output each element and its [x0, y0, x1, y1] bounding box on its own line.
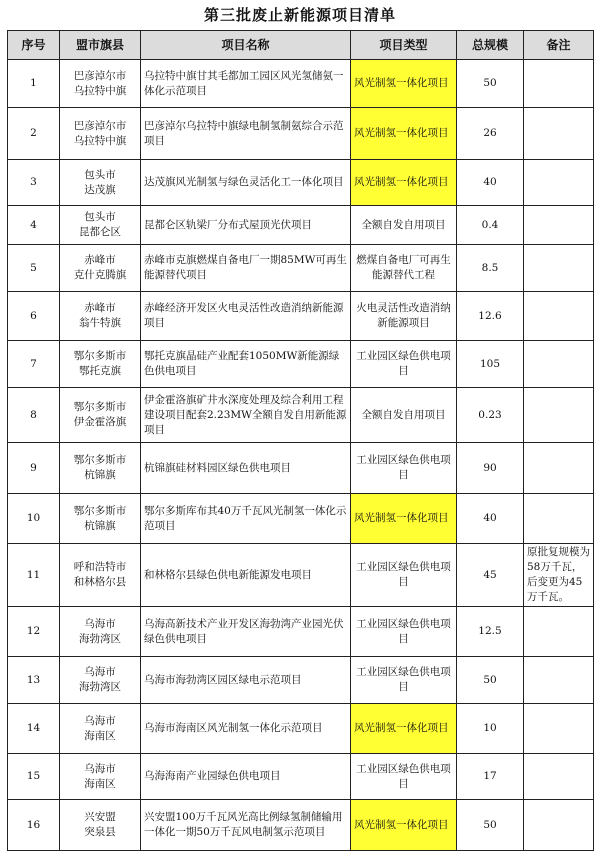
region-cell: 呼和浩特市 和林格尔县 [60, 544, 141, 607]
row-number-cell: 1 [8, 60, 60, 108]
project-name-cell: 伊金霍洛旗矿井水深度处理及综合利用工程建设项目配套2.23MW全额自发自用新能源项目 [141, 388, 351, 443]
project-name-cell: 兴安盟100万千瓦风光高比例绿氢制储输用一体化一期50万千瓦风电制氢示范项目 [141, 800, 351, 851]
project-name-cell: 乌海市海南区风光制氢一体化示范项目 [141, 704, 351, 754]
row-number-cell: 10 [8, 494, 60, 544]
region-cell: 鄂尔多斯市 杭锦旗 [60, 443, 141, 494]
project-table [7, 30, 594, 851]
total-scale-cell: 45 [457, 544, 524, 607]
total-scale-cell: 50 [457, 657, 524, 704]
header-cell: 序号 [8, 31, 60, 60]
region-cell: 乌海市 海勃湾区 [60, 657, 141, 704]
remark-cell: 原批复规模为58万千瓦，后变更为45万千瓦。 [524, 544, 594, 607]
remark-cell [524, 341, 594, 388]
row-number-cell: 6 [8, 292, 60, 341]
row-number-cell: 8 [8, 388, 60, 443]
row-number-cell: 3 [8, 160, 60, 206]
project-name-cell: 鄂尔多斯库布其40万千瓦风光制氢一体化示范项目 [141, 494, 351, 544]
project-name-cell: 赤峰经济开发区火电灵活性改造消纳新能源项目 [141, 292, 351, 341]
row-number-cell: 9 [8, 443, 60, 494]
total-scale-cell: 26 [457, 108, 524, 160]
header-cell: 盟市旗县 [60, 31, 141, 60]
project-name-cell: 昆都仑区轨梁厂分布式屋顶光伏项目 [141, 206, 351, 245]
region-cell: 乌海市 海勃湾区 [60, 607, 141, 657]
row-number-cell: 7 [8, 341, 60, 388]
table-row [8, 607, 594, 657]
total-scale-cell: 40 [457, 494, 524, 544]
remark-cell [524, 754, 594, 800]
table-row [8, 341, 594, 388]
project-type-cell: 火电灵活性改造消纳新能源项目 [351, 292, 457, 341]
row-number-cell: 13 [8, 657, 60, 704]
project-type-cell: 风光制氢一体化项目 [351, 160, 457, 206]
project-type-cell: 工业园区绿色供电项目 [351, 754, 457, 800]
table-row [8, 388, 594, 443]
header-cell: 备注 [524, 31, 594, 60]
table-row [8, 657, 594, 704]
row-number-cell: 11 [8, 544, 60, 607]
project-name-cell: 赤峰市克旗燃煤自备电厂一期85MW可再生能源替代项目 [141, 245, 351, 292]
remark-cell [524, 206, 594, 245]
project-name-cell: 乌海市海勃湾区园区绿电示范项目 [141, 657, 351, 704]
row-number-cell: 2 [8, 108, 60, 160]
region-cell: 包头市 达茂旗 [60, 160, 141, 206]
total-scale-cell: 40 [457, 160, 524, 206]
region-cell: 兴安盟 突泉县 [60, 800, 141, 851]
region-cell: 赤峰市 克什克腾旗 [60, 245, 141, 292]
table-row [8, 60, 594, 108]
total-scale-cell: 10 [457, 704, 524, 754]
remark-cell [524, 292, 594, 341]
region-cell: 巴彦淖尔市 乌拉特中旗 [60, 60, 141, 108]
project-name-cell: 和林格尔县绿色供电新能源发电项目 [141, 544, 351, 607]
total-scale-cell: 17 [457, 754, 524, 800]
project-type-cell: 风光制氢一体化项目 [351, 108, 457, 160]
region-cell: 鄂尔多斯市 伊金霍洛旗 [60, 388, 141, 443]
row-number-cell: 5 [8, 245, 60, 292]
document-title: 第三批废止新能源项目清单 [203, 6, 396, 24]
project-type-cell: 风光制氢一体化项目 [351, 800, 457, 851]
project-name-cell: 达茂旗风光制氢与绿色灵活化工一体化项目 [141, 160, 351, 206]
row-number-cell: 14 [8, 704, 60, 754]
project-name-cell: 鄂托克旗晶硅产业配套1050MW新能源绿色供电项目 [141, 341, 351, 388]
project-type-cell: 燃煤自备电厂可再生能源替代工程 [351, 245, 457, 292]
total-scale-cell: 90 [457, 443, 524, 494]
table-row [8, 245, 594, 292]
row-number-cell: 15 [8, 754, 60, 800]
remark-cell [524, 704, 594, 754]
header-cell: 总规模 [457, 31, 524, 60]
project-name-cell: 杭锦旗硅材料园区绿色供电项目 [141, 443, 351, 494]
project-type-cell: 风光制氢一体化项目 [351, 494, 457, 544]
project-type-cell: 风光制氢一体化项目 [351, 60, 457, 108]
row-number-cell: 4 [8, 206, 60, 245]
remark-cell [524, 800, 594, 851]
header-cell: 项目名称 [141, 31, 351, 60]
table-row [8, 108, 594, 160]
project-name-cell: 乌海海南产业园绿色供电项目 [141, 754, 351, 800]
total-scale-cell: 50 [457, 800, 524, 851]
row-number-cell: 16 [8, 800, 60, 851]
table-row [8, 443, 594, 494]
project-name-cell: 乌拉特中旗甘其毛都加工园区风光氢储氨一体化示范项目 [141, 60, 351, 108]
total-scale-cell: 0.4 [457, 206, 524, 245]
table-row [8, 160, 594, 206]
table-row [8, 494, 594, 544]
total-scale-cell: 0.23 [457, 388, 524, 443]
region-cell: 乌海市 海南区 [60, 754, 141, 800]
remark-cell [524, 108, 594, 160]
table-row [8, 206, 594, 245]
remark-cell [524, 160, 594, 206]
table-row [8, 704, 594, 754]
table-header-row [8, 31, 594, 60]
remark-cell [524, 388, 594, 443]
project-name-cell: 巴彦淖尔乌拉特中旗绿电制氢制氨综合示范项目 [141, 108, 351, 160]
row-number-cell: 12 [8, 607, 60, 657]
project-type-cell: 全额自发自用项目 [351, 206, 457, 245]
remark-cell [524, 494, 594, 544]
region-cell: 鄂尔多斯市 鄂托克旗 [60, 341, 141, 388]
table-row [8, 800, 594, 851]
region-cell: 赤峰市 翁牛特旗 [60, 292, 141, 341]
project-type-cell: 工业园区绿色供电项目 [351, 341, 457, 388]
table-row [8, 544, 594, 607]
project-type-cell: 工业园区绿色供电项目 [351, 443, 457, 494]
project-type-cell: 工业园区绿色供电项目 [351, 607, 457, 657]
project-name-cell: 乌海高新技术产业开发区海勃湾产业园光伏绿色供电项目 [141, 607, 351, 657]
total-scale-cell: 12.5 [457, 607, 524, 657]
remark-cell [524, 245, 594, 292]
table-row [8, 292, 594, 341]
project-type-cell: 工业园区绿色供电项目 [351, 544, 457, 607]
project-type-cell: 全额自发自用项目 [351, 388, 457, 443]
total-scale-cell: 105 [457, 341, 524, 388]
region-cell: 乌海市 海南区 [60, 704, 141, 754]
remark-cell [524, 60, 594, 108]
total-scale-cell: 12.6 [457, 292, 524, 341]
table-row [8, 754, 594, 800]
region-cell: 巴彦淖尔市 乌拉特中旗 [60, 108, 141, 160]
project-type-cell: 风光制氢一体化项目 [351, 704, 457, 754]
header-cell: 项目类型 [351, 31, 457, 60]
remark-cell [524, 443, 594, 494]
region-cell: 鄂尔多斯市 杭锦旗 [60, 494, 141, 544]
total-scale-cell: 50 [457, 60, 524, 108]
project-type-cell: 工业园区绿色供电项目 [351, 657, 457, 704]
total-scale-cell: 8.5 [457, 245, 524, 292]
region-cell: 包头市 昆都仑区 [60, 206, 141, 245]
remark-cell [524, 607, 594, 657]
remark-cell [524, 657, 594, 704]
